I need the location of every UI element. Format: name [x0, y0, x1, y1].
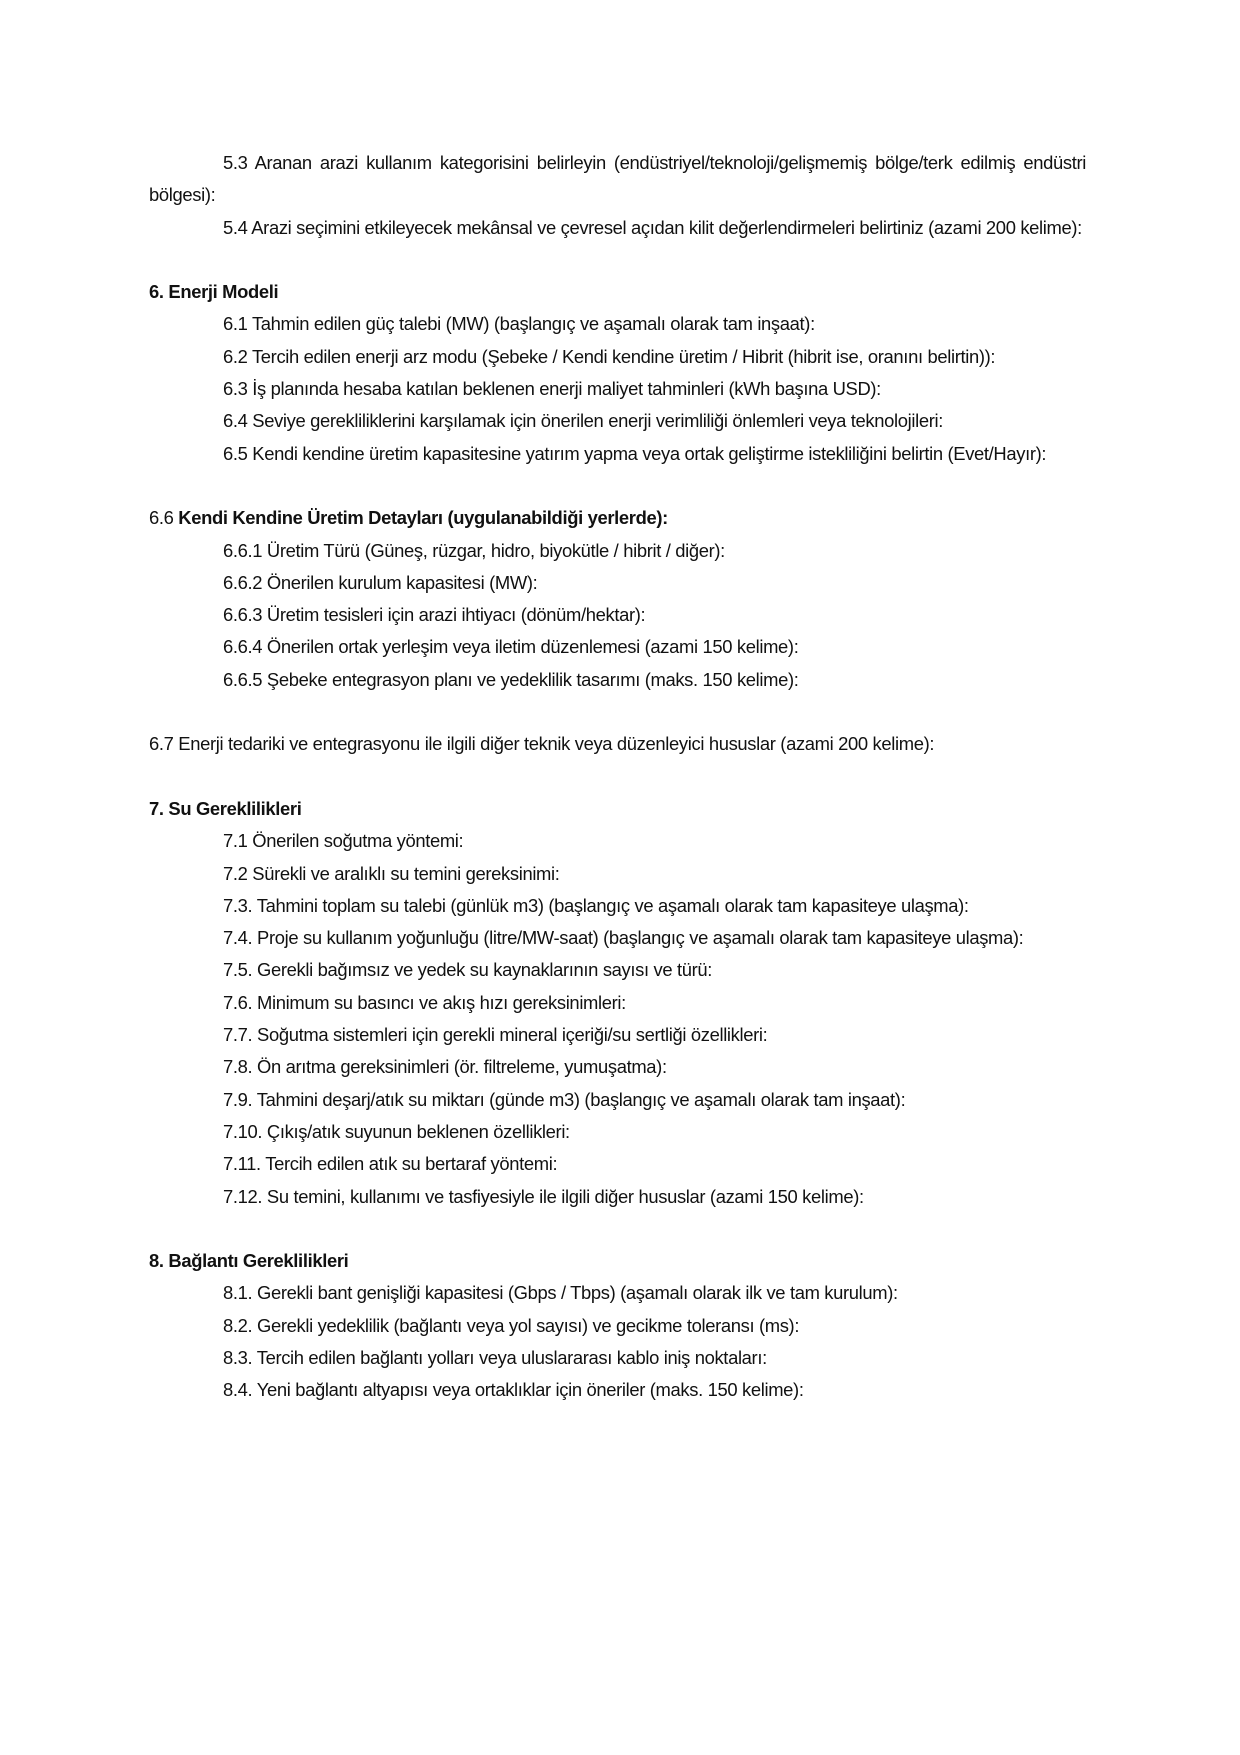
item-number: 7.10. [223, 1120, 263, 1142]
item-6-6-1 [149, 535, 1086, 567]
item-7-1 [149, 825, 1086, 857]
item-text: Tahmini toplam su talebi (günlük m3) (başlangıç ve aşamalı olarak tam kapasiteye ulaşma): [256, 894, 969, 916]
item-text: Şebeke entegrasyon planı ve yedeklilik tasarımı (maks. 150 kelime): [266, 668, 799, 690]
item-7-4 [149, 922, 1086, 954]
item-number: 8.3. [223, 1346, 253, 1368]
item-text: Gerekli bağımsız ve yedek su kaynaklarının sayısı ve türü: [257, 959, 713, 981]
item-7-7 [149, 1019, 1086, 1051]
item-text: Tercih edilen enerji arz modu (Şebeke / Kendi kendine üretim / Hibrit (hibrit ise, oranını belirtin)): [251, 345, 996, 367]
item-5-4 [149, 212, 1086, 244]
item-number: 6.4 [223, 410, 248, 432]
section-heading-water-requirements: 7. Su Gereklilikleri [149, 797, 302, 819]
item-text: Önerilen kurulum kapasitesi (MW): [266, 571, 538, 593]
item-text: Yeni bağlantı altyapısı veya ortaklıklar için öneriler (maks. 150 kelime): [256, 1379, 804, 1401]
item-7-2 [149, 858, 1086, 890]
item-6-6-4 [149, 631, 1086, 663]
item-7-11 [149, 1148, 1086, 1180]
item-number: 6.6.4 [223, 636, 263, 658]
subsection-title: Kendi Kendine Üretim Detayları (uygulanabildiği yerlerde): [178, 507, 668, 529]
item-text: Proje su kullanım yoğunluğu (litre/MW-saat) (başlangıç ve aşamalı olarak tam kapasiteye ulaşma): [257, 927, 1024, 949]
item-7-12 [149, 1181, 1086, 1213]
item-text: Soğutma sistemleri için gerekli mineral içeriği/su sertliği özellikleri: [257, 1024, 768, 1046]
spacer [149, 1213, 1086, 1245]
item-number: 8.2. [223, 1314, 253, 1336]
item-number: 6.6.5 [223, 668, 263, 690]
item-8-4 [149, 1374, 1086, 1406]
item-text: Tahmini deşarj/atık su miktarı (günde m3) (başlangıç ve aşamalı olarak tam inşaat): [256, 1088, 906, 1110]
item-number: 7.12. [223, 1185, 263, 1207]
item-text: Önerilen soğutma yöntemi: [252, 830, 464, 852]
item-number: 7.2 [223, 862, 248, 884]
item-text: Çıkış/atık suyunun beklenen özellikleri: [266, 1120, 570, 1142]
section-heading-energy-model: 6. Enerji Modeli [149, 281, 279, 303]
item-text: Tahmin edilen güç talebi (MW) (başlangıç ve aşamalı olarak tam inşaat): [251, 313, 815, 335]
spacer [149, 470, 1086, 502]
item-6-2 [149, 341, 1086, 373]
item-number: 7.9. [223, 1088, 253, 1110]
item-number: 6.2 [223, 345, 248, 367]
item-number: 6.6 [149, 507, 174, 529]
item-text: Üretim Türü (Güneş, rüzgar, hidro, biyokütle / hibrit / diğer): [266, 539, 725, 561]
item-number: 7.3. [223, 894, 253, 916]
item-text: Tercih edilen bağlantı yolları veya uluslararası kablo iniş noktaları: [256, 1346, 767, 1368]
subsection-heading-6-6 [149, 502, 1086, 534]
item-number: 7.1 [223, 830, 248, 852]
item-number: 6.6.1 [223, 539, 263, 561]
item-6-5 [149, 438, 1086, 470]
spacer [149, 244, 1086, 276]
item-text: Su temini, kullanımı ve tasfiyesiyle ile ilgili diğer hususlar (azami 150 kelime): [266, 1185, 864, 1207]
item-number: 5.4 [223, 216, 248, 238]
item-text: İş planında hesaba katılan beklenen enerji maliyet tahminleri (kWh başına USD): [252, 378, 881, 400]
item-7-5 [149, 954, 1086, 986]
item-text: Kendi kendine üretim kapasitesine yatırım yapma veya ortak geliştirme istekliliğini belirtin (Evet/Hayır): [252, 442, 1047, 464]
item-text: Enerji tedariki ve entegrasyonu ile ilgili diğer teknik veya düzenleyici hususlar (azami 200 kelime): [178, 733, 935, 755]
item-text: Seviye gerekliliklerini karşılamak için önerilen enerji verimliliği önlemleri veya teknolojileri: [252, 410, 943, 432]
item-8-2 [149, 1310, 1086, 1342]
item-7-9 [149, 1084, 1086, 1116]
item-6-1 [149, 308, 1086, 340]
item-8-3 [149, 1342, 1086, 1374]
item-7-6 [149, 987, 1086, 1019]
item-number: 7.4. [223, 927, 253, 949]
item-6-3 [149, 373, 1086, 405]
document-page [149, 147, 1086, 1407]
item-text: Tercih edilen atık su bertaraf yöntemi: [265, 1153, 558, 1175]
item-number: 8.4. [223, 1379, 253, 1401]
item-number: 6.5 [223, 442, 248, 464]
item-6-4 [149, 405, 1086, 437]
item-number: 6.3 [223, 378, 248, 400]
item-text: Aranan arazi kullanım kategorisini belirleyin (endüstriyel/teknoloji/gelişmemiş bölge/terk edilmiş endüstri bölgesi): [149, 152, 1087, 206]
item-number: 7.8. [223, 1056, 253, 1078]
item-5-3 [149, 147, 1086, 212]
item-6-6-5 [149, 664, 1086, 696]
item-text: Üretim tesisleri için arazi ihtiyacı (dönüm/hektar): [266, 604, 646, 626]
item-text: Sürekli ve aralıklı su temini gereksinimi: [252, 862, 560, 884]
item-number: 5.3 [223, 152, 248, 173]
item-text: Arazi seçimini etkileyecek mekânsal ve çevresel açıdan kilit değerlendirmeleri belirtiniz (azami 200 kelime): [251, 216, 1082, 238]
item-text: Gerekli bant genişliği kapasitesi (Gbps / Tbps) (aşamalı olarak ilk ve tam kurulum): [257, 1282, 898, 1304]
item-number: 6.6.3 [223, 604, 263, 626]
item-number: 6.6.2 [223, 571, 263, 593]
item-number: 8.1. [223, 1282, 253, 1304]
item-number: 7.7. [223, 1024, 253, 1046]
section-heading-connectivity-requirements: 8. Bağlantı Gereklilikleri [149, 1250, 349, 1272]
item-text: Minimum su basıncı ve akış hızı gereksinimleri: [257, 991, 626, 1013]
spacer [149, 696, 1086, 728]
item-6-6-2 [149, 567, 1086, 599]
item-number: 7.11. [223, 1153, 261, 1175]
item-7-8 [149, 1051, 1086, 1083]
item-7-3 [149, 890, 1086, 922]
item-text: Gerekli yedeklilik (bağlantı veya yol sayısı) ve gecikme toleransı (ms): [257, 1314, 800, 1336]
item-number: 6.7 [149, 733, 174, 755]
item-6-6-3 [149, 599, 1086, 631]
item-8-1 [149, 1277, 1086, 1309]
item-number: 6.1 [223, 313, 248, 335]
item-number: 7.6. [223, 991, 253, 1013]
spacer [149, 761, 1086, 793]
item-7-10 [149, 1116, 1086, 1148]
item-6-7 [149, 728, 1086, 760]
item-text: Önerilen ortak yerleşim veya iletim düzenlemesi (azami 150 kelime): [266, 636, 799, 658]
item-text: Ön arıtma gereksinimleri (ör. filtreleme, yumuşatma): [257, 1056, 667, 1078]
item-number: 7.5. [223, 959, 253, 981]
